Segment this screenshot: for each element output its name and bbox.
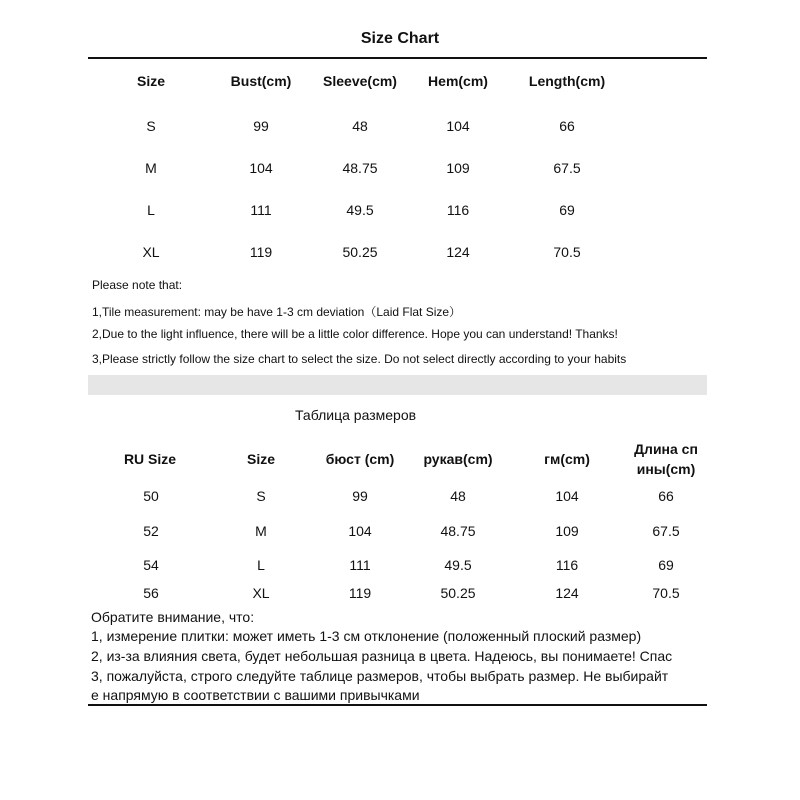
table-cell: 48.75 — [342, 160, 378, 176]
header-hem: Hem(cm) — [428, 73, 488, 89]
table-cell: 66 — [658, 488, 674, 504]
header-hem: гм(cm) — [544, 451, 590, 467]
table-cell: 48 — [352, 118, 368, 134]
table-cell: 69 — [658, 557, 674, 573]
table-cell: M — [145, 160, 157, 176]
table-cell: 48 — [450, 488, 466, 504]
table-cell: 104 — [249, 160, 273, 176]
table-cell: 52 — [143, 523, 159, 539]
table-cell: XL — [142, 244, 160, 260]
table-cell: 50 — [143, 488, 159, 504]
table-cell: S — [146, 118, 156, 134]
table-cell: 116 — [446, 202, 470, 218]
note-item: 3,Please strictly follow the size chart to select the size. Do not select directly according to your habits — [92, 352, 627, 366]
header-ru-size: RU Size — [123, 451, 177, 467]
bottom-divider — [88, 704, 707, 706]
table-cell: 104 — [555, 488, 579, 504]
table-cell: 50.25 — [342, 244, 378, 260]
header-sleeve: Sleeve(cm) — [323, 73, 397, 89]
table-cell: 54 — [143, 557, 159, 573]
header-length-line1: Длина сп — [634, 441, 698, 457]
table-cell: 50.25 — [440, 585, 476, 601]
table-cell: M — [255, 523, 267, 539]
table-cell: 70.5 — [652, 585, 680, 601]
table-cell: 124 — [446, 244, 470, 260]
note-item: 1,Tile measurement: may be have 1-3 cm deviation（Laid Flat Size） — [92, 305, 462, 319]
note-item: е напрямую в соответствии с вашими привычками — [91, 687, 420, 703]
table-cell: 119 — [348, 585, 372, 601]
size-chart-title: Size Chart — [360, 30, 440, 47]
table-cell: 49.5 — [444, 557, 472, 573]
header-bust: Bust(cm) — [230, 73, 292, 89]
table-cell: 119 — [249, 244, 273, 260]
table-cell: 56 — [143, 585, 159, 601]
table-cell: L — [147, 202, 155, 218]
table-cell: S — [256, 488, 266, 504]
note-item: 3, пожалуйста, строго следуйте таблице размеров, чтобы выбрать размер. Не выбирайт — [91, 668, 669, 684]
table-cell: 111 — [250, 202, 272, 218]
section-divider-bar — [88, 375, 707, 395]
table-cell: 124 — [555, 585, 579, 601]
note-heading: Обратите внимание, что: — [91, 609, 255, 625]
table-cell: L — [257, 557, 265, 573]
table-cell: 66 — [559, 118, 575, 134]
header-length-line2: ины(cm) — [636, 461, 696, 477]
table-cell: 109 — [446, 160, 470, 176]
table-cell: 70.5 — [553, 244, 581, 260]
table-cell: 48.75 — [440, 523, 476, 539]
table-cell: 111 — [349, 557, 371, 573]
table-cell: 104 — [348, 523, 372, 539]
table-cell: 116 — [555, 557, 579, 573]
table-cell: 99 — [253, 118, 269, 134]
title-divider — [88, 57, 707, 59]
note-heading: Please note that: — [92, 278, 183, 292]
table-cell: XL — [252, 585, 270, 601]
header-sleeve: рукав(cm) — [423, 451, 493, 467]
table-cell: 67.5 — [553, 160, 581, 176]
note-item: 1, измерение плитки: может иметь 1-3 см отклонение (положенный плоский размер) — [91, 628, 642, 644]
header-size: Size — [136, 73, 166, 89]
header-length: Length(cm) — [528, 73, 606, 89]
note-item: 2,Due to the light influence, there will be a little color difference. Hope you can understand! Thanks! — [92, 327, 618, 341]
table-cell: 104 — [446, 118, 470, 134]
header-size: Size — [246, 451, 276, 467]
table-cell: 109 — [555, 523, 579, 539]
russian-chart-title: Таблица размеров — [295, 407, 417, 423]
table-cell: 67.5 — [652, 523, 680, 539]
header-bust: бюст (cm) — [325, 451, 395, 467]
note-item: 2, из-за влияния света, будет небольшая разница в цвета. Надеюсь, вы понимаете! Спас — [91, 648, 673, 664]
table-cell: 69 — [559, 202, 575, 218]
table-cell: 99 — [352, 488, 368, 504]
table-cell: 49.5 — [346, 202, 374, 218]
